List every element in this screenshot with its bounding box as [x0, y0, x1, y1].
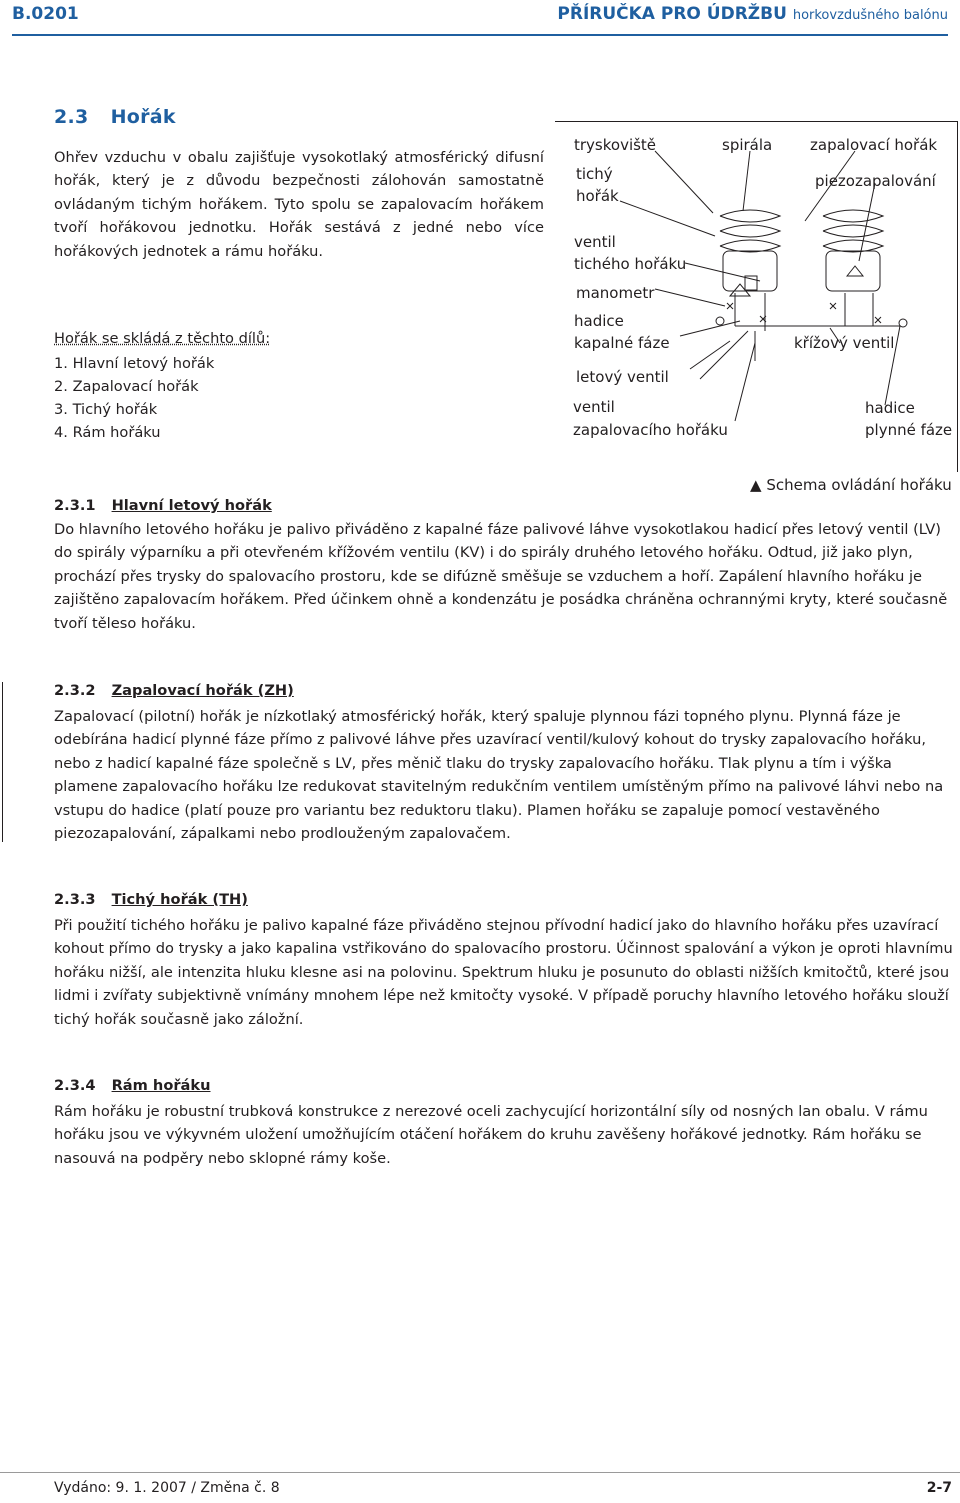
subsection-text: Zapalovací (pilotní) hořák je nízkotlaký atmosférický hořák, který spaluje plynnou fázi topného plynu. Plynná fáze je odebírána hadicí plynné fáze přímo z palivové láhve přes uzavírací ventil/kulový kohout do trysky zapalovacího hořáku, nebo z hadicí kapalné fáze společně s LV, přes měnič tlaku do trysky zapalovacího hořáku. Tlak plynu a tím i výška plamene zapalovacího hořáku lze redukovat stavitelným redukčním ventilem umístěným přímo na palivové láhvi nebo na vstupu do hadice (platí pouze pro variantu bez reduktoru tlaku). Plamen hořáku se zapaluje pomocí vestavěného piezozapalování, zápalkami nebo prodlouženým zapalovačem. [54, 708, 944, 843]
label-letovy-ventil: letový ventil [576, 368, 669, 386]
label-hadice-plynne-1: hadice [865, 399, 915, 417]
subsection-heading [54, 1077, 211, 1094]
parts-title: Hořák se skládá z těchto dílů: [54, 330, 271, 347]
document-title-main: PŘÍRUČKA PRO ÚDRŽBU [557, 4, 787, 24]
section-number: 2.3 [54, 106, 89, 128]
label-tichy-horak-2: hořák [576, 187, 619, 205]
label-tichy-horak-1: tichý [576, 165, 613, 183]
diagram-caption [750, 476, 952, 494]
part-item: 3. Tichý hořák [54, 401, 158, 418]
subsection-title: Hlavní letový hořák [111, 497, 272, 514]
label-spirala: spirála [722, 136, 773, 154]
label-piezozapalovani: piezozapalování [815, 172, 936, 190]
page-number: 2-7 [926, 1480, 952, 1496]
section-title [54, 106, 176, 128]
left-coil [720, 210, 780, 296]
subsection-heading [54, 891, 248, 908]
label-ventil-zapal-1: ventil [573, 398, 615, 416]
change-bar [2, 682, 3, 842]
subsection-number: 2.3.3 [54, 891, 96, 908]
label-hadice-kapalne-1: hadice [574, 312, 624, 330]
subsection-number: 2.3.4 [54, 1077, 96, 1094]
diagram-caption-text: Schema ovládání hořáku [766, 476, 952, 494]
subsection-text: Rám hořáku je robustní trubková konstrukce z nerezové oceli zachycující horizontální síly od nosných lan obalu. V rámu hořáku jsou ve výkyvném uložení umožňujícím otáčení hořákem do kruhu zavěšeny hořákové jednotky. Rám hořáku se nasouvá na podpěry nebo sklopné rámy koše. [54, 1103, 928, 1167]
header-divider [12, 34, 948, 36]
part-item: 1. Hlavní letový hořák [54, 355, 215, 372]
part-item: 4. Rám hořáku [54, 424, 161, 441]
subsection-title: Zapalovací hořák (ZH) [111, 682, 294, 699]
subsection-number: 2.3.1 [54, 497, 96, 514]
document-title [557, 4, 948, 24]
label-zapalovaci-horak: zapalovací hořák [810, 136, 938, 154]
label-krizovy-ventil: křížový ventil [794, 334, 895, 352]
right-coil [823, 210, 883, 291]
subsection-text: Při použití tichého hořáku je palivo kapalné fáze přiváděno stejnou přívodní hadicí jako do hlavního hořáku přes uzavírací kohout přímo do trysky a jako kapalina vstřikováno do spalovacího prostoru. Účinnost spalování a výkon je oproti hlavnímu hořáku nižší, ale intenzita hluku klesne asi na polovinu. Spektrum hluku je posunuto do oblasti nižších kmitočtů, které jsou lidmi i zvířaty subjektivně vnímány mnohem lépe než kmitočty vysoké. V případě poruchy hlavního letového hořáku slouží tichý hořák současně jako záložní. [54, 917, 953, 1028]
section-heading: Hořák [110, 106, 176, 128]
triangle-up-icon: ▲ [750, 476, 762, 494]
subsection-heading [54, 682, 294, 699]
label-ventil-zapal-2: zapalovacího hořáku [573, 421, 728, 439]
part-item: 2. Zapalovací hořák [54, 378, 199, 395]
footer-issue-date: Vydáno: 9. 1. 2007 / Změna č. 8 [54, 1480, 280, 1496]
label-hadice-plynne-2: plynné fáze [865, 421, 953, 439]
label-ventil-ticheho-1: ventil [574, 233, 616, 251]
subsection-title: Rám hořáku [111, 1077, 211, 1094]
label-tryskoviste: tryskoviště [574, 136, 657, 154]
section-intro: Ohřev vzduchu v obalu zajišťuje vysokotlaký atmosférický difusní hořák, který je z důvodu bezpečnosti zálohován samostatně ovládaným tichým hořákem. Tyto spolu se zapalovacím hořákem tvoří hořákovou jednotku. Hořák sestává z jedné nebo více hořákových jednotek a rámu hořáku. [54, 149, 544, 260]
subsection-title: Tichý hořák (TH) [111, 891, 248, 908]
document-title-sub: horkovzdušného balónu [792, 8, 948, 23]
subsection-text: Do hlavního letového hořáku je palivo přiváděno z kapalné fáze palivové láhve vysokotlakou hadicí přes letový ventil (LV) do spirály výparníku a při otevřeném křížovém ventilu (KV) i do spirály druhého letového hořáku. Odtud, již jako plyn, prochází přes trysky do spalovacího prostoru, kde se difúzně směšuje se vzduchem a hoří. Zapálení hlavního hořáku je zajištěno zapalovacím hořákem. Před účinkem ohně a kondenzátu je posádka chráněna ochrannými kryty, které současně tvoří těleso hořáku. [54, 521, 948, 632]
label-hadice-kapalne-2: kapalné fáze [574, 334, 670, 352]
subsection-heading [54, 497, 272, 514]
footer-divider [0, 1472, 960, 1473]
label-manometr: manometr [576, 284, 655, 302]
label-ventil-ticheho-2: tichého hořáku [574, 255, 687, 273]
subsection-number: 2.3.2 [54, 682, 96, 699]
document-code: B.0201 [12, 4, 79, 24]
